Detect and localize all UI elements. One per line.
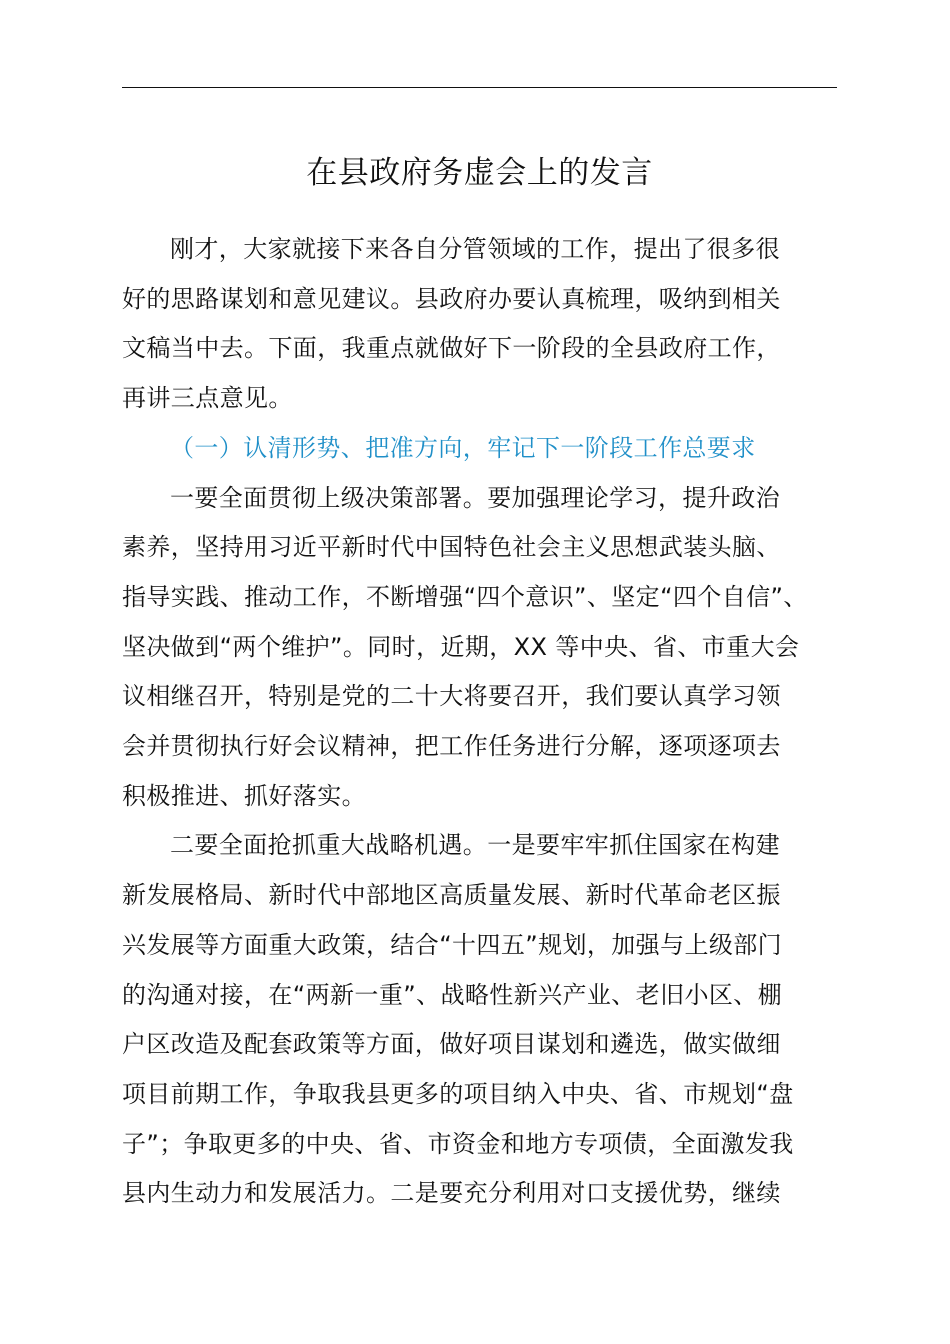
text-line: 子”；争取更多的中央、省、市资金和地方专项债，全面激发我 bbox=[122, 1129, 794, 1158]
text-line: 二要全面抢抓重大战略机遇。一是要牢牢抓住国家在构建 bbox=[170, 831, 780, 860]
header-rule bbox=[122, 87, 837, 88]
text-line: 议相继召开，特别是党的二十大将要召开，我们要认真学习领 bbox=[122, 682, 781, 711]
text-line: 的沟通对接，在“两新一重”、战略性新兴产业、老旧小区、棚 bbox=[122, 980, 783, 1009]
section-heading: （一）认清形势、把准方向，牢记下一阶段工作总要求 bbox=[170, 433, 756, 462]
text-line: 兴发展等方面重大政策，结合“十四五”规划，加强与上级部门 bbox=[122, 930, 783, 959]
text-line: 好的思路谋划和意见建议。县政府办要认真梳理，吸纳到相关 bbox=[122, 284, 781, 313]
text-line: 指导实践、推动工作，不断增强“四个意识”、坚定“四个自信”、 bbox=[122, 582, 808, 611]
text-line: 文稿当中去。下面，我重点就做好下一阶段的全县政府工作， bbox=[122, 334, 781, 363]
text-line: 再讲三点意见。 bbox=[122, 384, 293, 413]
text-line: 项目前期工作，争取我县更多的项目纳入中央、省、市规划“盘 bbox=[122, 1079, 794, 1108]
text-line: 户区改造及配套政策等方面，做好项目谋划和遴选，做实做细 bbox=[122, 1030, 781, 1059]
section-paragraph-2 bbox=[122, 821, 840, 1219]
intro-paragraph bbox=[122, 225, 840, 424]
text-line: 坚决做到“两个维护”。同时，近期，XX 等中央、省、市重大会 bbox=[122, 632, 800, 661]
text-line: 积极推进、抓好落实。 bbox=[122, 781, 366, 810]
document-body bbox=[122, 225, 840, 1219]
text-line: 会并贯彻执行好会议精神，把工作任务进行分解，逐项逐项去 bbox=[122, 732, 781, 761]
text-line: 一要全面贯彻上级决策部署。要加强理论学习，提升政治 bbox=[170, 483, 780, 512]
text-line: 县内生动力和发展活力。二是要充分利用对口支援优势，继续 bbox=[122, 1179, 781, 1208]
text-line: 刚才，大家就接下来各自分管领域的工作，提出了很多很 bbox=[170, 235, 780, 263]
text-line: 新发展格局、新时代中部地区高质量发展、新时代革命老区振 bbox=[122, 881, 781, 910]
section-paragraph-1 bbox=[122, 474, 840, 822]
text-line: 素养，坚持用习近平新时代中国特色社会主义思想武装头脑、 bbox=[122, 533, 781, 562]
document-title: 在县政府务虚会上的发言 bbox=[306, 155, 653, 191]
